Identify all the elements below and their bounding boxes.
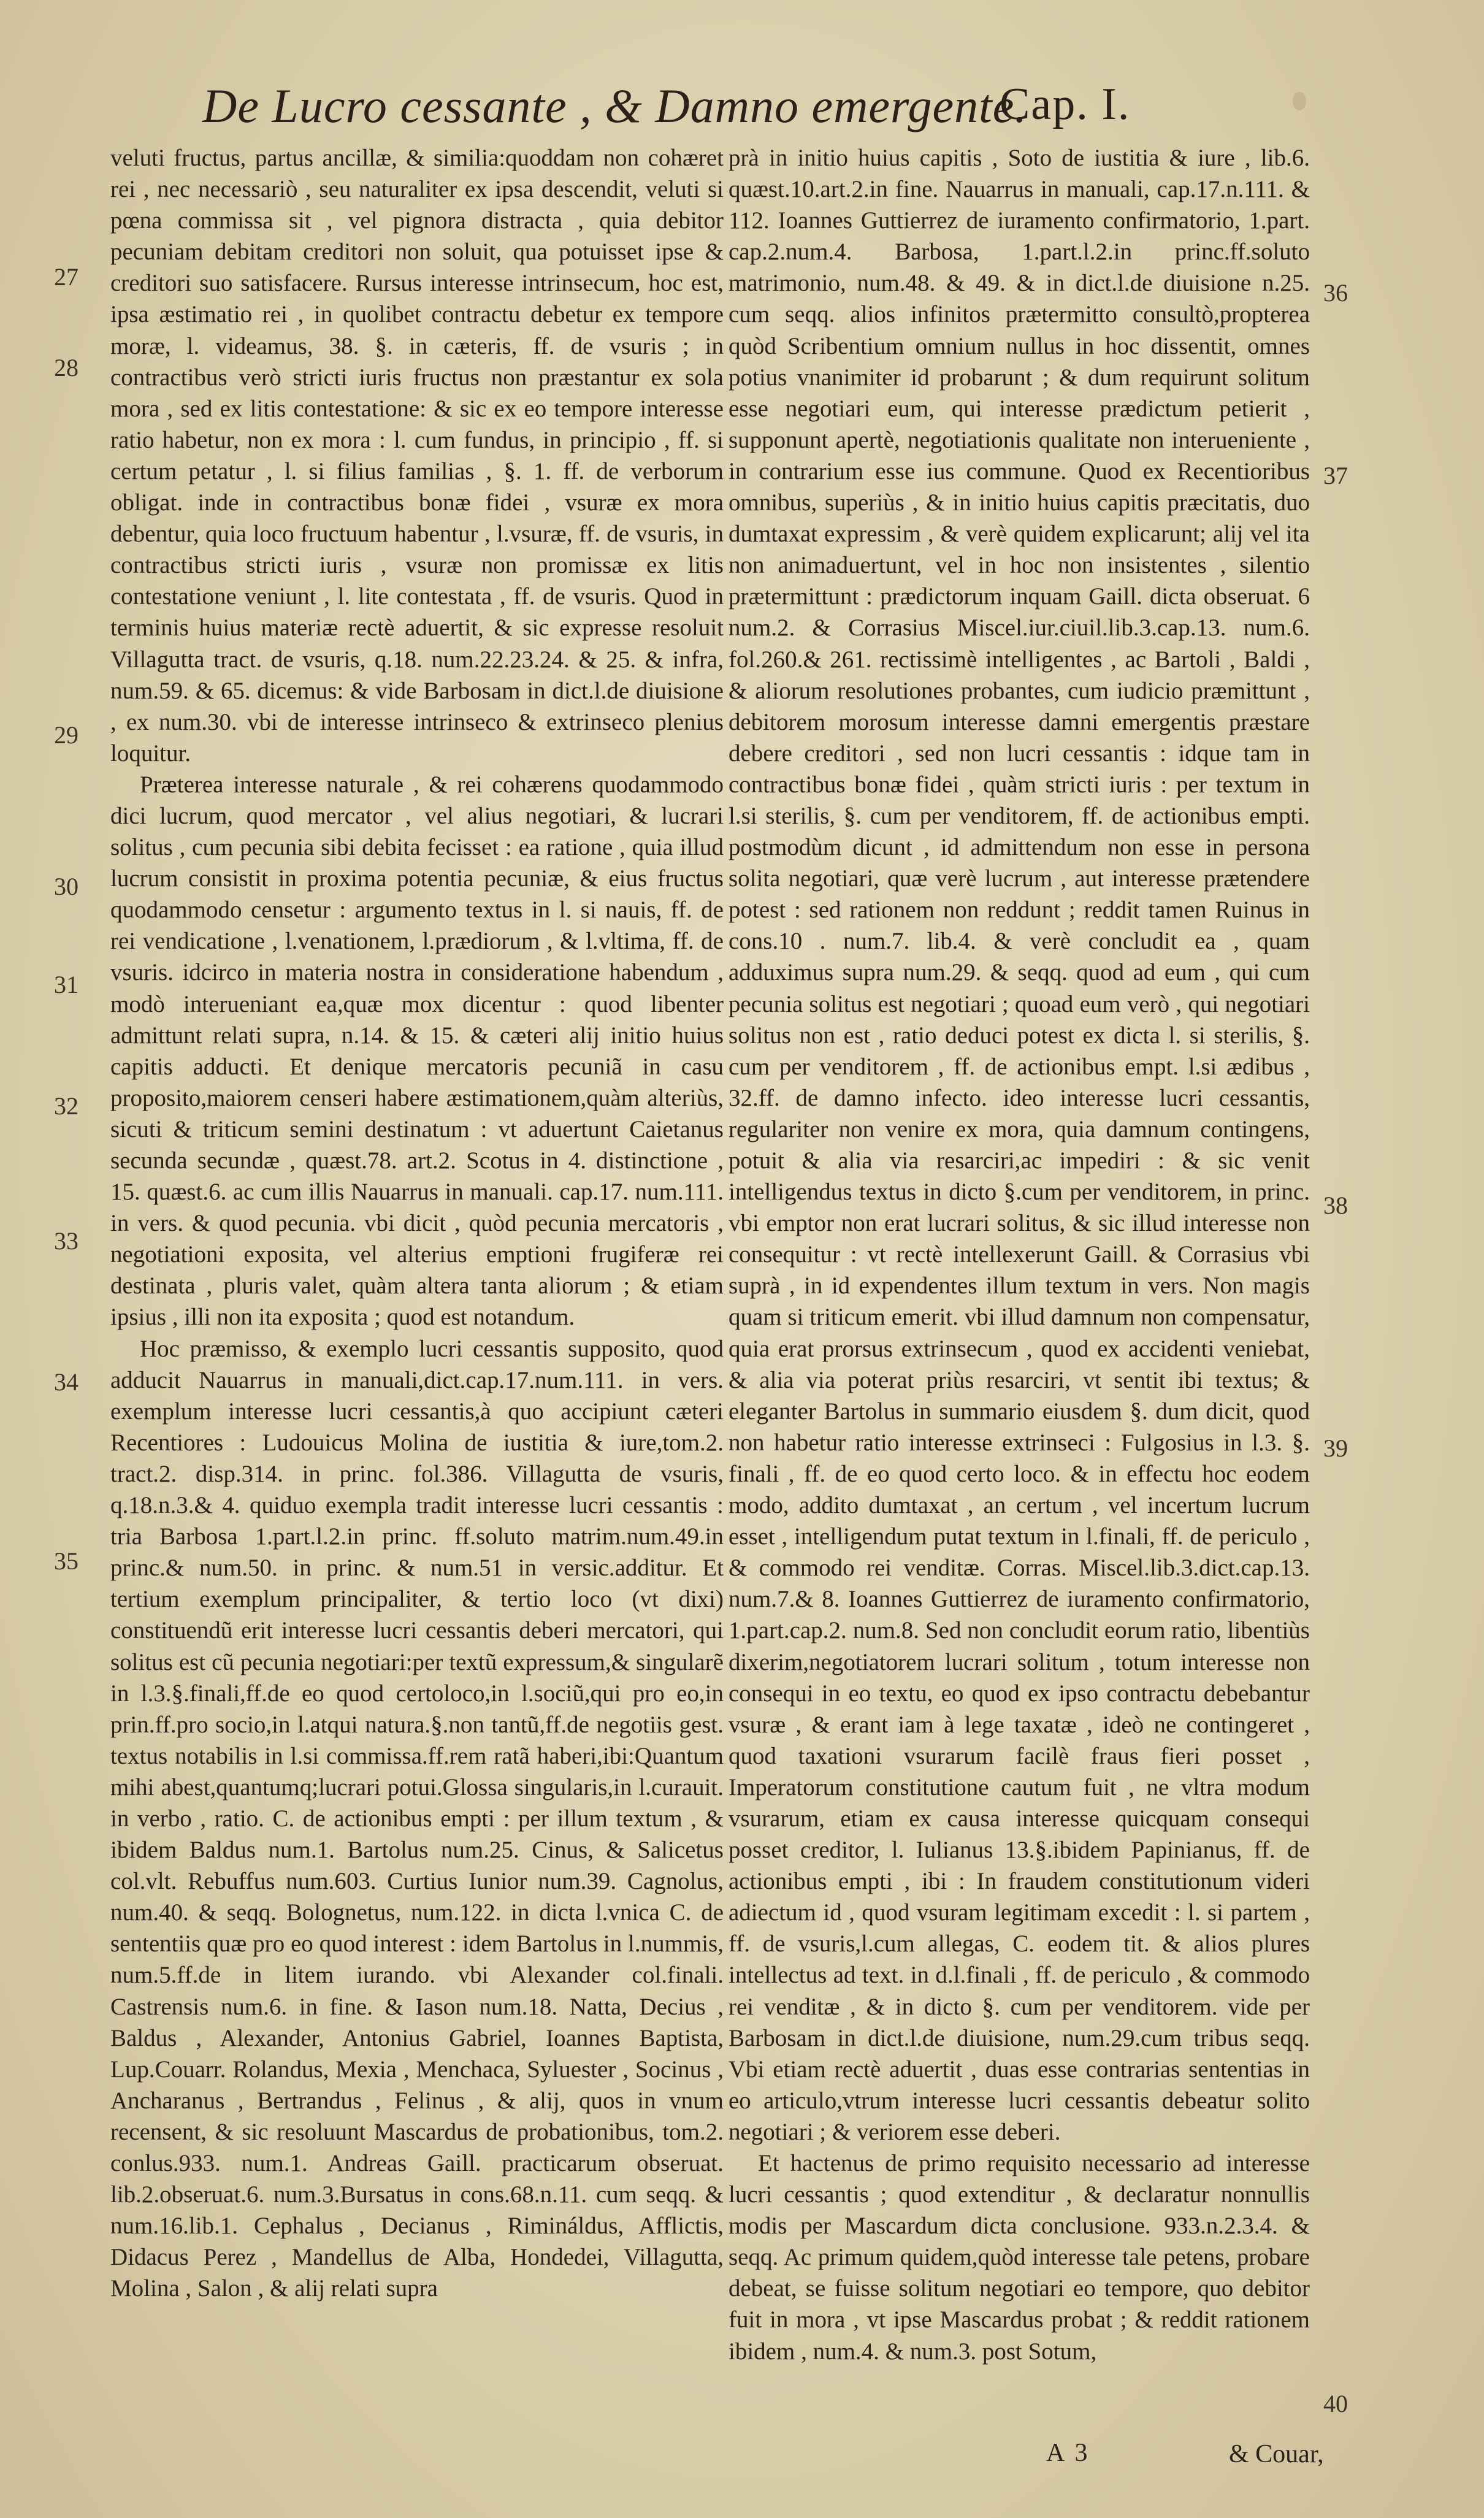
margin-number: 27 <box>54 263 78 291</box>
paragraph: prà in initio huius capitis , Soto de iustitia & iure , lib.6. quæst.10.art.2.in fine. Nauarrus in manuali, cap.17.n.111. & 112. Ioannes Guttierrez de iuramento confirmatorio, 1.part. cap.2.num.4. Barbosa, 1.part.l.2.in princ.ff.soluto matrimonio, num.48. & 49. & in dict.l.de diuisione n.25. cum seqq. alios infinitos prætermitto consultò,propterea quòd Scribentium omnium nullus in hoc dissentit, omnes potius vnanimiter id probarunt ; & dum requirunt solitum esse negotiari eum, qui interesse prædictum petierit , supponunt apertè, negotiationis qualitate non interueniente , in contrarium esse ius commune. Quod ex Recentioribus omnibus, superiùs , & in initio huius capitis præcitatis, duo dumtaxat expressim , & verè quidem explicarunt; alij vel ita non animaduertunt, vel in hoc non insistentes , silentio prætermittunt : prædictorum inquam Gaill. dicta obseruat. 6 num.2. & Corrasius Miscel.iur.ciuil.lib.3.cap.13. num.6. fol.260.& 261. rectissimè intelligentes , ac Bartoli , Baldi , & aliorum resolutiones probantes, cum iudicio præmittunt , debitorem morosum interesse damni emergentis præstare debere creditori , sed non lucri cessantis : idque tam in contractibus bonæ fidei , quàm stricti iuris : per textum in l.si sterilis, §. cum per venditorem, ff. de actionibus empti. postmodùm dicunt , id admittendum non esse in persona solita negotiari, quæ verè lucrum , aut interesse prætendere potest : sed rationem non reddunt ; reddit tamen Ruinus in cons.10 . num.7. lib.4. & verè concludit ea , quam adduximus supra num.29. & seqq. quod ad eum , qui cum pecunia solitus est negotiari ; quoad eum verò , qui negotiari solitus non est , ratio deduci potest ex dicta l. si sterilis, §. cum per venditorem , ff. de actionibus empt. l.si ædibus , 32.ff. de damno infecto. ideo interesse lucri cessantis, regulariter non venire ex mora, quia damnum contingens, potuit & alia via resarciri,ac impediri : & sic venit intelligendus textus in dicto §.cum per venditorem, in princ. vbi emptor non erat lucrari solitus, & sic illud interesse non consequitur : vt rectè intellexerunt Gaill. & Corrasius vbi suprà , in id expendentes illum textum in vers. Non magis quam si triticum emerit. vbi illud damnum non compensatur, quia erat prorsus extrinsecum , quod ex accidenti veniebat, & alia via poterat priùs resarciri, vt sentit ibi textus; & eleganter Bartolus in summario eiusdem §. dum dicit, quod non habetur ratio interesse extrinseci : Fulgosius in l.3. §. finali , ff. de eo quod certo loco. & in effectu hoc eodem modo, addito dumtaxat , an certum , vel incertum lucrum esset , intelligendum putat textum in l.finali, ff. de periculo , & commodo rei venditæ. Corras. Miscel.lib.3.dict.cap.13. num.7.& 8. Ioannes Guttierrez de iuramento confirmatorio, 1.part.cap.2. num.8. Sed non concludit eorum ratio, libentiùs dixerim,negotiatorem lucrari solitum , totum interesse non consequi in eo textu, eo quod ex ipso contractu debebantur vsuræ , & erant iam à lege taxatæ , ideò ne contingeret , quod taxationi vsurarum facilè fraus fieri posset , Imperatorum constitutione cautum fuit , ne vltra modum vsurarum, etiam ex causa interesse quicquam consequi posset creditor, l. Iulianus 13.§.ibidem Papinianus, ff. de actionibus empti , ibi : In fraudem constitutionum videri adiectum id , quod vsuram legitimam excedit : l. si partem , ff. de vsuris,l.cum allegas, C. eodem tit. & alios plures intellectus ad text. in d.l.finali , ff. de periculo , & commodo rei venditæ , & in dicto §. cum per venditorem. vide per Barbosam in dict.l.de diuisione, num.29.cum tribus seqq. Vbi etiam rectè aduertit , duas esse contrarias sententias in eo articulo,vtrum interesse lucri cessantis debeatur solito negotiari ; & veriorem esse deberi. <box>729 145 1310 2145</box>
signature-mark: A 3 <box>1046 2439 1090 2467</box>
margin-number: 39 <box>1323 1434 1348 1462</box>
margin-number: 34 <box>54 1368 78 1396</box>
paragraph: veluti fructus, partus ancillæ, & similia:quoddam non cohæret rei , nec necessariò , seu naturaliter ex ipsa descendit, veluti si pœna commissa sit , vel pignora distracta , quia debitor pecuniam debitam creditori non soluit, qua potuisset ipse & creditori suo satisfacere. Rursus interesse intrinsecum, hoc est, ipsa æstimatio rei , in quolibet contractu debetur ex tempore moræ, l. videamus, 38. §. in cæteris, ff. de vsuris ; in contractibus verò stricti iuris fructus non præstantur ex sola mora , sed ex litis contestatione: & sic ex eo tempore interesse ratio habetur, non ex mora : l. cum fundus, in principio , ff. si certum petatur , l. si filius familias , §. 1. ff. de verborum obligat. inde in contractibus bonæ fidei , vsuræ ex mora debentur, quia loco fructuum habentur , l.vsuræ, ff. de vsuris, in contractibus stricti iuris , vsuræ non promissæ ex litis contestatione veniunt , l. lite contestata , ff. de vsuris. Quod in terminis huius materiæ rectè aduertit, & sic expresse resoluit Villagutta tract. de vsuris, q.18. num.22.23.24. & 25. & infra, num.59. & 65. dicemus: & vide Barbosam in dict.l.de diuisione , ex num.30. vbi de interesse intrinseco & extrinseco plenius loquitur. <box>110 145 724 767</box>
paragraph: Præterea interesse naturale , & rei cohærens quodammodo dici lucrum, quod mercator , vel alius negotiari, & lucrari solitus , cum pecunia sibi debita fecisset : ea ratione , quia illud lucrum consistit in proxima potentia pecuniæ, & eius fructus quodammodo censetur : argumento textus in l. si nauis, ff. de rei vendicatione , l.venationem, l.prædiorum , & l.vltima, ff. de vsuris. idcirco in materia nostra in consideratione habendum , modò interueniant ea,quæ mox dicentur : quod libenter admittunt relati supra, n.14. & 15. & cæteri alij initio huius capitis adducti. Et denique mercatoris pecuniã in casu proposito,maiorem censeri habere æstimationem,quàm alteriùs, sicuti & triticum semini destinatum : vt aduertunt Caietanus secunda secundæ , quæst.78. art.2. Scotus in 4. distinctione , 15. quæst.6. ac cum illis Nauarrus in manuali. cap.17. num.111. in vers. & quod pecunia. vbi dicit , quòd pecunia mercatoris , negotiationi exposita, vel alterius emptioni frugiferæ rei destinata , pluris valet, quàm altera tanta aliorum ; & etiam ipsius , illi non ita exposita ; quod est notandum. <box>110 771 724 1331</box>
margin-number: 30 <box>54 873 78 900</box>
margin-number: 38 <box>1323 1192 1348 1219</box>
catchword: & Couar, <box>1229 2440 1324 2468</box>
page-title: De Lucro cessante , & Damno emergente. <box>202 79 1027 132</box>
margin-number: 33 <box>54 1227 78 1255</box>
paragraph: Et hactenus de primo requisito necessario ad interesse lucri cessantis ; quod extenditur , & declaratur nonnullis modis per Mascardum dicta conclusione. 933.n.2.3.4. & seqq. Ac primum quidem,quòd interesse tale petens, probare debeat, se fuisse solitum negotiari eo tempore, quo debitor fuit in mora , vt ipse Mascardus probat ; & reddit rationem ibidem , num.4. & num.3. post Sotum, <box>729 2150 1310 2365</box>
chapter-label: Cap. I. <box>1000 79 1131 129</box>
margin-number: 40 <box>1323 2390 1348 2417</box>
margin-number: 36 <box>1323 279 1348 307</box>
paragraph: Hoc præmisso, & exemplo lucri cessantis supposito, quod adducit Nauarrus in manuali,dict.cap.17.num.111. in vers. exemplum interesse lucri cessantis,à quo accipiunt cæteri Recentiores : Ludouicus Molina de iustitia & iure,tom.2. tract.2. disp.314. in princ. fol.386. Villagutta de vsuris, q.18.n.3.& 4. quiduo exempla tradit interesse lucri cessantis : tria Barbosa 1.part.l.2.in princ. ff.soluto matrim.num.49.in princ.& num.50. in princ. & num.51 in versic.additur. Et tertium exemplum principaliter, & tertio loco (vt dixi) constituendũ erit interesse lucri cessantis deberi mercatori, qui solitus est cũ pecunia negotiari:per textũ expressum,& singularẽ in l.3.§.finali,ff.de eo quod certoloco,in l.sociũ,qui pro eo,in prin.ff.pro socio,in l.atqui natura.§.non tantũ,ff.de negotiis gest. textus notabilis in l.si commissa.ff.rem ratã haberi,ibi:Quantum mihi abest,quantumq;lucrari potui.Glossa singularis,in l.curauit. in verbo , ratio. C. de actionibus empti : per illum textum , & ibidem Baldus num.1. Bartolus num.25. Cinus, & Salicetus col.vlt. Rebuffus num.603. Curtius Iunior num.39. Cagnolus, num.40. & seqq. Bolognetus, num.122. in dicta l.vnica C. de sententiis quæ pro eo quod interest : idem Bartolus in l.nummis, num.5.ff.de in litem iurando. vbi Alexander col.finali. Castrensis num.6. in fine. & Iason num.18. Natta, Decius , Baldus , Alexander, Antonius Gabriel, Ioannes Baptista, Lup.Couarr. Rolandus, Mexia , Menchaca, Syluester , Socinus , Ancharanus , Bertrandus , Felinus , & alij, quos in vnum recensent, & sic resoluunt Mascardus de probationibus, tom.2. conlus.933. num.1. Andreas Gaill. practicarum obseruat. lib.2.obseruat.6. num.3.Bursatus in cons.68.n.11. cum seqq. & num.16.lib.1. Cephalus , Decianus , Rimináldus, Afflictis, Didacus Perez , Mandellus de Alba, Hondedei, Villagutta, Molina , Salon , & alij relati supra <box>110 1335 724 2302</box>
running-header <box>202 78 1306 140</box>
left-text-column <box>110 142 724 2304</box>
right-text-column <box>729 142 1310 2367</box>
margin-number: 35 <box>54 1547 78 1575</box>
margin-number: 37 <box>1323 462 1348 489</box>
margin-number: 31 <box>54 971 78 998</box>
margin-number: 29 <box>54 721 78 749</box>
margin-number: 32 <box>54 1092 78 1120</box>
margin-number: 28 <box>54 354 78 381</box>
